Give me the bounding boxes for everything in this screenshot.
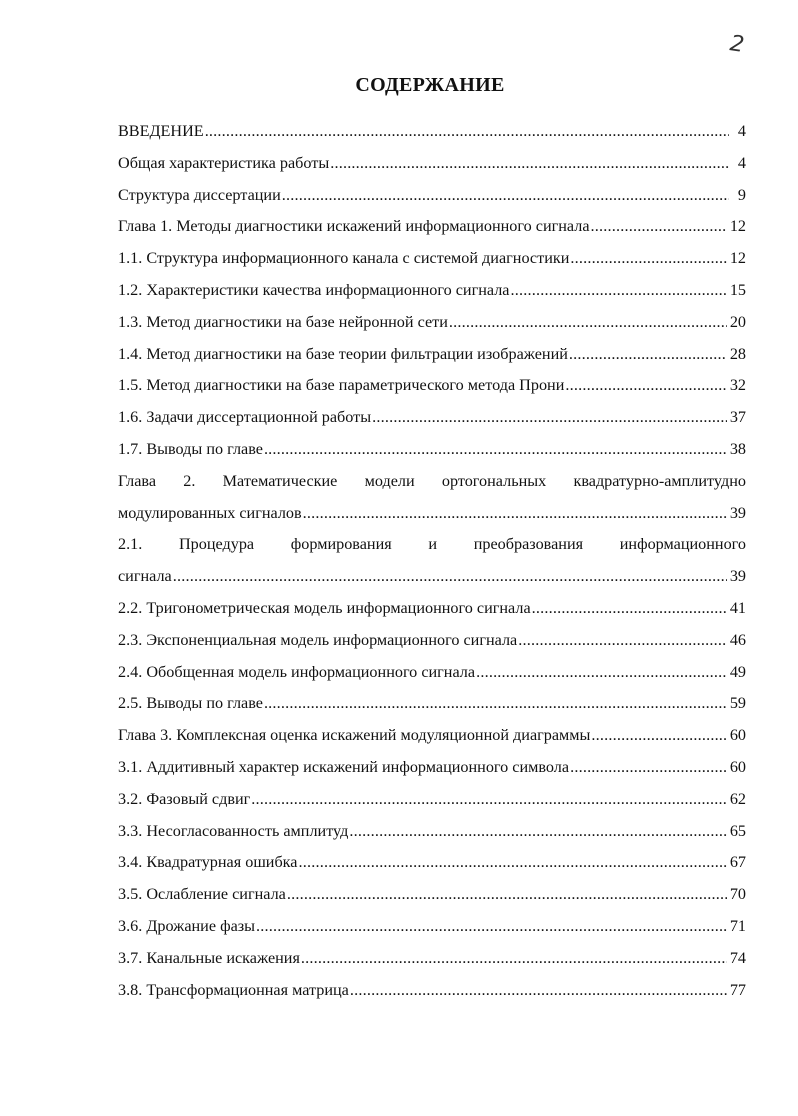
toc-entry-title: модулированных сигналов xyxy=(118,503,302,522)
toc-entry-title: сигнала xyxy=(118,567,172,586)
toc-entry-title: 3.4. Квадратурная ошибка xyxy=(118,853,298,872)
toc-entry-title: 1.5. Метод диагностики на базе параметрического метода Прони xyxy=(118,376,565,395)
toc-entry-title: 2.1. Процедура формирования и преобразования информационного xyxy=(118,535,746,554)
handwritten-page-number: 2 xyxy=(728,31,746,58)
toc-entry xyxy=(118,249,746,281)
dot-leader xyxy=(591,217,727,236)
dot-leader xyxy=(591,726,726,745)
toc-entry xyxy=(118,694,746,726)
dot-leader xyxy=(349,822,726,841)
dot-leader xyxy=(251,790,727,809)
dot-leader xyxy=(264,440,727,459)
toc-entry-title: 3.7. Канальные искажения xyxy=(118,948,300,967)
toc-entry-title: 3.8. Трансформационная матрица xyxy=(118,980,349,999)
toc-entry xyxy=(118,154,746,186)
dot-leader xyxy=(301,949,727,968)
dot-leader xyxy=(518,631,727,650)
dot-leader xyxy=(565,376,726,395)
toc-entry xyxy=(118,758,746,790)
toc-entry-title: Глава 3. Комплексная оценка искажений модуляционной диаграммы xyxy=(118,726,591,745)
toc-entry-title: 1.2. Характеристики качества информационного сигнала xyxy=(118,280,510,299)
toc-entry-title: 3.5. Ослабление сигнала xyxy=(118,885,286,904)
toc-entry xyxy=(118,345,746,377)
toc-entry-page-number: 74 xyxy=(729,948,746,967)
dot-leader xyxy=(264,694,727,713)
toc-entry-page-number: 32 xyxy=(729,376,746,395)
toc-entry xyxy=(118,917,746,949)
dot-leader xyxy=(299,853,727,872)
toc-entry xyxy=(118,853,746,885)
toc-entry-title: Структура диссертации xyxy=(118,185,281,204)
dot-leader xyxy=(205,122,729,141)
dot-leader xyxy=(510,281,726,300)
toc-entry-page-number: 77 xyxy=(729,980,746,999)
toc-entry-page-number: 37 xyxy=(729,408,746,427)
toc-entry-title: 1.6. Задачи диссертационной работы xyxy=(118,408,372,427)
toc-entry-page-number: 60 xyxy=(729,757,746,776)
toc-entry-page-number: 38 xyxy=(729,439,746,458)
toc-entry xyxy=(118,567,746,599)
toc-entry xyxy=(118,504,746,536)
dot-leader xyxy=(350,981,727,1000)
toc-entry xyxy=(118,408,746,440)
toc-entry-title: ВВЕДЕНИЕ xyxy=(118,122,204,140)
toc-entry-page-number: 39 xyxy=(729,503,746,522)
dot-leader xyxy=(570,249,726,268)
toc-entry xyxy=(118,440,746,472)
toc-entry-page-number: 41 xyxy=(729,598,746,617)
toc-entry-title: 1.3. Метод диагностики на базе нейронной сети xyxy=(118,312,448,331)
toc-entry-title: 2.4. Обобщенная модель информационного сигнала xyxy=(118,662,476,681)
dot-leader xyxy=(287,885,727,904)
toc-entry xyxy=(118,981,746,1013)
toc-entry xyxy=(118,726,746,758)
toc-entry-title: Общая характеристика работы xyxy=(118,153,330,172)
toc-entry-page-number: 4 xyxy=(737,153,746,172)
page-title: СОДЕРЖАНИЕ xyxy=(355,74,505,96)
toc-entry-title: 1.4. Метод диагностики на базе теории фильтрации изображений xyxy=(118,344,568,363)
toc-entry-page-number: 60 xyxy=(729,726,746,745)
toc-entry-page-number: 15 xyxy=(729,280,746,299)
toc-entry xyxy=(118,599,746,631)
toc-entry-title: 3.3. Несогласованность амплитуд xyxy=(118,821,349,840)
dot-leader xyxy=(173,567,727,586)
toc-entry-page-number: 12 xyxy=(729,217,746,236)
table-of-contents xyxy=(118,122,746,1012)
toc-entry xyxy=(118,313,746,345)
toc-entry-page-number: 9 xyxy=(737,185,746,204)
toc-entry xyxy=(118,217,746,249)
toc-entry-title: Глава 1. Методы диагностики искажений информационного сигнала xyxy=(118,217,590,236)
toc-entry xyxy=(118,631,746,663)
dot-leader xyxy=(449,313,727,332)
toc-entry xyxy=(118,376,746,408)
toc-entry-title: Глава 2. Математические модели ортогональных квадратурно-амплитудно xyxy=(118,471,746,490)
dot-leader xyxy=(569,345,727,364)
toc-entry xyxy=(118,535,746,567)
toc-entry-page-number: 49 xyxy=(729,662,746,681)
toc-entry-page-number: 39 xyxy=(729,567,746,586)
dot-leader xyxy=(532,599,727,618)
toc-entry-page-number: 28 xyxy=(729,344,746,363)
toc-entry-page-number: 59 xyxy=(729,694,746,713)
toc-entry-title: 2.2. Тригонометрическая модель информационного сигнала xyxy=(118,598,531,617)
toc-entry xyxy=(118,663,746,695)
dot-leader xyxy=(256,917,727,936)
toc-entry-title: 1.1. Структура информационного канала с системой диагностики xyxy=(118,249,570,268)
toc-entry xyxy=(118,790,746,822)
toc-entry xyxy=(118,472,746,504)
dot-leader xyxy=(372,408,727,427)
toc-entry-page-number: 20 xyxy=(729,312,746,331)
toc-entry-title: 2.5. Выводы по главе xyxy=(118,694,263,713)
toc-entry-title: 1.7. Выводы по главе xyxy=(118,439,263,458)
toc-entry-page-number: 70 xyxy=(729,885,746,904)
toc-entry xyxy=(118,122,746,154)
toc-entry-page-number: 46 xyxy=(729,630,746,649)
toc-entry-page-number: 12 xyxy=(729,249,746,268)
toc-entry-title: 3.1. Аддитивный характер искажений информационного символа xyxy=(118,757,570,776)
toc-entry-title: 3.2. Фазовый сдвиг xyxy=(118,789,251,808)
toc-entry-title: 2.3. Экспоненциальная модель информационного сигнала xyxy=(118,630,518,649)
dot-leader xyxy=(330,154,729,173)
toc-entry-page-number: 65 xyxy=(729,821,746,840)
toc-entry xyxy=(118,822,746,854)
toc-entry-page-number: 67 xyxy=(729,853,746,872)
dot-leader xyxy=(282,186,729,205)
toc-entry xyxy=(118,186,746,218)
toc-entry xyxy=(118,885,746,917)
dot-leader xyxy=(476,663,727,682)
toc-entry-page-number: 62 xyxy=(729,789,746,808)
dot-leader xyxy=(303,504,727,523)
toc-entry-page-number: 71 xyxy=(729,916,746,935)
toc-entry xyxy=(118,281,746,313)
toc-entry-page-number: 4 xyxy=(737,122,746,140)
toc-entry xyxy=(118,949,746,981)
dot-leader xyxy=(570,758,727,777)
toc-entry-title: 3.6. Дрожание фазы xyxy=(118,916,256,935)
